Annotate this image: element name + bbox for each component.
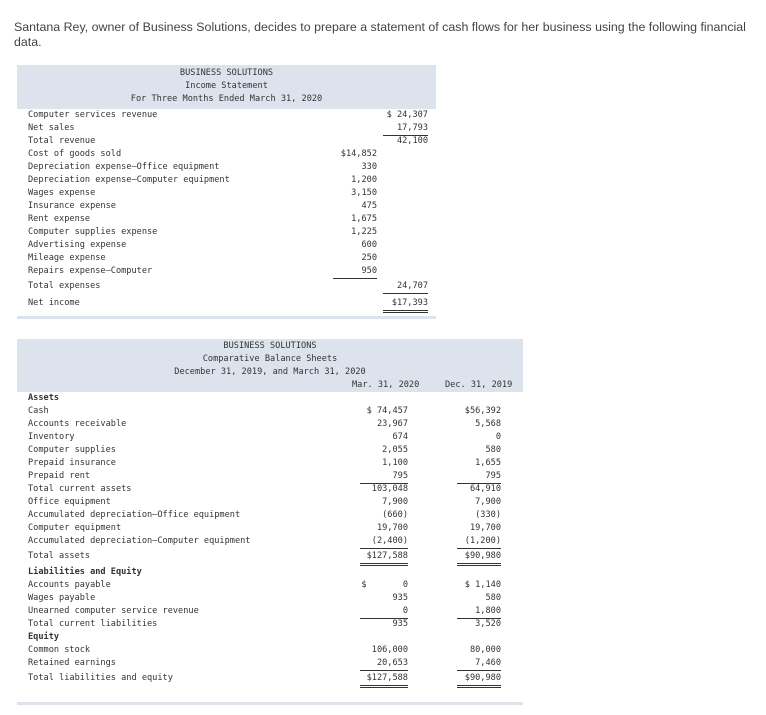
balance-sheet-row (17, 392, 523, 405)
row-amount-col1: 330 (361, 162, 377, 172)
balance-sheet-row (17, 470, 523, 483)
row-amount-dec-2019: 580 (485, 593, 501, 603)
income-statement-header (17, 65, 436, 109)
row-amount-mar-2020: 23,967 (376, 419, 408, 429)
row-amount-mar-2020: 1,100 (382, 458, 408, 468)
row-label: Wages payable (28, 593, 96, 603)
row-label: Office equipment (28, 497, 111, 507)
row-amount-dec-2019: (330) (475, 510, 501, 520)
row-label: Wages expense (28, 188, 96, 198)
row-label: Computer services revenue (28, 110, 158, 120)
row-amount-col2: 24,707 (383, 280, 428, 294)
income-statement-row (17, 148, 436, 161)
row-amount-col2: 17,793 (383, 122, 428, 136)
row-amount-mar-2020: 7,900 (382, 497, 408, 507)
income-statement-rows (17, 109, 436, 310)
balance-sheet-row (17, 631, 523, 644)
row-amount-dec-2019: (1,200) (457, 535, 501, 549)
balance-sheet-row (17, 605, 523, 618)
row-amount-col2: 42,100 (396, 136, 428, 146)
row-amount-dec-2019: $90,980 (457, 550, 501, 566)
row-amount-col1: 950 (333, 265, 377, 279)
row-amount-mar-2020: $ 74,457 (366, 406, 408, 416)
income-statement-row (17, 200, 436, 213)
balance-sheet-row (17, 483, 523, 496)
row-label: Cash (28, 406, 49, 416)
row-amount-dec-2019: 1,655 (475, 458, 501, 468)
balance-sheet-row (17, 535, 523, 548)
row-label: Insurance expense (28, 201, 116, 211)
income-statement-row (17, 122, 436, 135)
income-statement-row (17, 280, 436, 293)
row-amount-col1: 1,200 (351, 175, 377, 185)
row-label: Total expenses (28, 281, 101, 291)
balance-sheet-row (17, 418, 523, 431)
row-amount-dec-2019: 0 (495, 432, 501, 442)
balance-sheet-bottom-bar (17, 702, 523, 705)
row-amount-mar-2020: 795 (360, 470, 408, 484)
row-amount-mar-2020: 935 (392, 593, 408, 603)
row-amount-mar-2020: $127,588 (360, 672, 408, 688)
balance-sheet-row (17, 644, 523, 657)
row-amount-mar-2020: 0 (360, 605, 408, 619)
balance-sheet-row (17, 522, 523, 535)
row-amount-col1: 250 (361, 253, 377, 263)
income-statement-table (17, 65, 436, 310)
row-label: Total current assets (28, 484, 132, 494)
income-statement-row (17, 174, 436, 187)
company-name: BUSINESS SOLUTIONS (179, 68, 274, 78)
row-amount-mar-2020: 935 (392, 619, 408, 629)
row-amount-mar-2020: 20,653 (360, 657, 408, 671)
row-amount-dec-2019: $90,980 (457, 672, 501, 688)
statement-period: For Three Months Ended March 31, 2020 (130, 94, 323, 104)
row-label: Inventory (28, 432, 75, 442)
column-header-dec-2019: Dec. 31, 2019 (445, 380, 513, 390)
row-amount-col1: $14,852 (340, 149, 377, 159)
row-label: Liabilities and Equity (28, 567, 142, 577)
row-label: Assets (28, 393, 60, 403)
row-label: Accumulated depreciation—Office equipment (28, 510, 241, 520)
balance-sheet-row (17, 457, 523, 470)
row-amount-dec-2019: 795 (457, 470, 501, 484)
income-statement-row (17, 239, 436, 252)
row-label: Repairs expense—Computer (28, 266, 153, 276)
balance-sheet-row (17, 592, 523, 605)
row-label: Cost of goods sold (28, 149, 122, 159)
row-amount-dec-2019: $56,392 (464, 406, 501, 416)
row-label: Prepaid insurance (28, 458, 116, 468)
balance-sheet-row (17, 496, 523, 509)
company-name: BUSINESS SOLUTIONS (223, 341, 317, 351)
row-label: Net sales (28, 123, 75, 133)
row-amount-col1: 475 (361, 201, 377, 211)
row-label: Equity (28, 632, 60, 642)
row-amount-dec-2019: 3,520 (475, 619, 501, 629)
balance-sheet-rows (17, 392, 523, 685)
balance-sheet-row (17, 405, 523, 418)
row-amount-dec-2019: 80,000 (469, 645, 501, 655)
balance-sheet-row (17, 579, 523, 592)
row-amount-dec-2019: 7,460 (457, 657, 501, 671)
income-statement-row (17, 213, 436, 226)
row-amount-mar-2020: 2,055 (382, 445, 408, 455)
row-label: Computer supplies expense (28, 227, 158, 237)
row-label: Computer supplies (28, 445, 116, 455)
row-amount-col1: 3,150 (351, 188, 377, 198)
row-amount-dec-2019: 7,900 (475, 497, 501, 507)
income-statement-row (17, 135, 436, 148)
row-amount-dec-2019: 580 (485, 445, 501, 455)
row-label: Net income (28, 298, 80, 308)
row-amount-mar-2020: 103,048 (371, 484, 408, 494)
row-amount-mar-2020: 106,000 (371, 645, 408, 655)
statement-period: December 31, 2019, and March 31, 2020 (174, 367, 366, 377)
income-statement-row (17, 265, 436, 278)
balance-sheet-row (17, 431, 523, 444)
row-amount-mar-2020: (2,400) (360, 535, 408, 549)
column-header-mar-2020: Mar. 31, 2020 (352, 380, 420, 390)
row-amount-mar-2020: (660) (382, 510, 408, 520)
row-amount-col1: 1,225 (351, 227, 377, 237)
balance-sheet-row (17, 444, 523, 457)
income-statement-row (17, 252, 436, 265)
row-label: Prepaid rent (28, 471, 91, 481)
row-amount-dec-2019: $ 1,140 (464, 580, 501, 590)
row-label: Rent expense (28, 214, 91, 224)
balance-sheet-row (17, 550, 523, 563)
row-amount-dec-2019: 5,568 (475, 419, 501, 429)
intro-text: Santana Rey, owner of Business Solutions, decides to prepare a statement of cash flows for her business using the following financial data. (14, 20, 746, 49)
row-label: Total current liabilities (28, 619, 158, 629)
balance-sheet-row (17, 657, 523, 670)
balance-sheet-row (17, 672, 523, 685)
row-label: Depreciation expense—Office equipment (28, 162, 220, 172)
income-statement-row (17, 161, 436, 174)
row-amount-col1: 600 (361, 240, 377, 250)
row-amount-col2: $ 24,307 (386, 110, 428, 120)
row-amount-col2: $17,393 (383, 297, 428, 313)
statement-title: Income Statement (185, 81, 268, 91)
statement-title: Comparative Balance Sheets (202, 354, 338, 364)
row-amount-dec-2019: 19,700 (469, 523, 501, 533)
row-label: Unearned computer service revenue (28, 606, 199, 616)
row-amount-mar-2020: $127,588 (360, 550, 408, 566)
row-amount-mar-2020: $ 0 (361, 580, 408, 590)
balance-sheet-row (17, 566, 523, 579)
balance-sheet-row (17, 618, 523, 631)
row-label: Accounts payable (28, 580, 111, 590)
row-label: Advertising expense (28, 240, 127, 250)
row-label: Retained earnings (28, 658, 116, 668)
income-statement-bottom-bar (17, 316, 436, 319)
row-label: Mileage expense (28, 253, 106, 263)
row-amount-mar-2020: 674 (392, 432, 408, 442)
row-amount-col1: 1,675 (351, 214, 377, 224)
income-statement-row (17, 187, 436, 200)
row-label: Depreciation expense—Computer equipment (28, 175, 230, 185)
row-label: Total assets (28, 551, 91, 561)
row-amount-dec-2019: 1,800 (457, 605, 501, 619)
income-statement-row (17, 109, 436, 122)
row-label: Computer equipment (28, 523, 122, 533)
row-label: Total liabilities and equity (28, 673, 173, 683)
row-label: Accumulated depreciation—Computer equipment (28, 536, 251, 546)
row-amount-mar-2020: 19,700 (376, 523, 408, 533)
balance-sheet-header (17, 339, 523, 392)
row-amount-dec-2019: 64,910 (469, 484, 501, 494)
balance-sheet-row (17, 509, 523, 522)
row-label: Common stock (28, 645, 91, 655)
income-statement-row (17, 297, 436, 310)
balance-sheet-table (17, 339, 523, 685)
income-statement-row (17, 226, 436, 239)
row-label: Accounts receivable (28, 419, 127, 429)
row-label: Total revenue (28, 136, 96, 146)
